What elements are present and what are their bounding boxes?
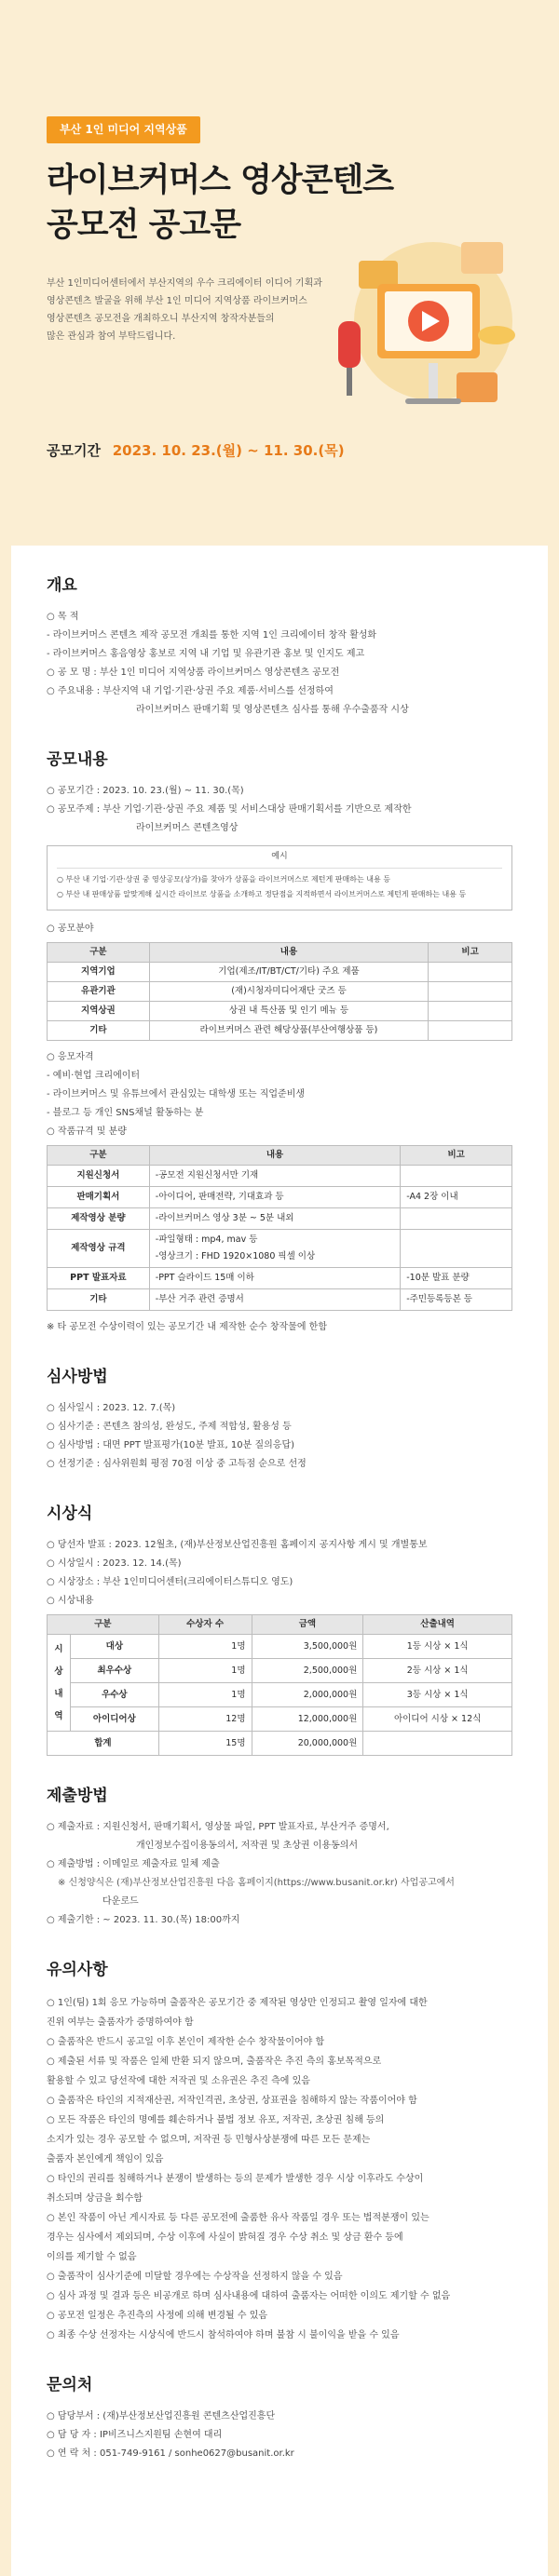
text-line: ○ 시상내용 [47,1596,94,1607]
text-line: ○ 주요내용 : 부산지역 내 기업·기관·상권 주요 제품·서비스를 선정하여 [47,686,334,697]
intro-line: 영상콘텐츠 공모전을 개최하오니 부산지역 창작자분들의 [47,314,275,324]
table-cell: 제작영상 분량 [48,1207,150,1229]
table-header: 구분 [48,1145,150,1165]
table-cell: 20,000,000원 [252,1732,363,1756]
table-cell: 지역기업 [48,962,150,981]
note-line: ※ 타 공모전 수상이력이 있는 공모기간 내 제작한 순수 창작물에 한함 [47,1321,327,1332]
table-header: 구분 [48,942,150,962]
section-contact [47,2373,512,2463]
table-cell [429,962,512,981]
example-box [47,845,512,910]
text-line: ○ 최종 수상 선정자는 시상식에 반드시 참석하여야 하며 불참 시 불이익을 받을 수 있음 [47,2329,400,2340]
table-row [48,1186,512,1207]
table-row [48,1020,512,1040]
text-line: ○ 심사방법 : 대면 PPT 발표평가(10분 발표, 10분 질의응답) [47,1439,295,1450]
table-cell: (재)시청자미디어재단 굿즈 등 [149,981,428,1001]
text-line: 라이브커머스 콘텐츠영상 [136,823,239,834]
text-line: - 라이브커머스 및 유튜브에서 관심있는 대학생 또는 직업준비생 [47,1088,306,1099]
text-line: 라이브커머스 판매기획 및 영상콘텐츠 심사를 통해 우수출품작 시상 [136,705,409,716]
table-cell [429,981,512,1001]
table-cell: -10분 발표 분량 [401,1267,512,1288]
contest-period [47,439,345,462]
text-line: 경우는 심사에서 제외되며, 수상 이후에 사실이 밝혀질 경우 수상 취소 및 상금 환수 등에 [47,2232,403,2243]
text-line: ○ 작품규격 및 분량 [47,1126,127,1137]
table-cell: 3등 시상 × 1식 [363,1683,512,1707]
table-cell: 1명 [158,1683,252,1707]
text-line: - 예비·현업 크리에이터 [47,1070,141,1081]
text-line: - 블로그 등 개인 SNS채널 활동하는 분 [47,1107,204,1118]
table-cell: 라이브커머스 관련 해당상품(부산여행상품 등) [149,1020,428,1040]
section-title: 제출방법 [47,1787,108,1806]
table-cell: -공모전 지원신청서만 기재 [149,1165,400,1186]
table-header: 금액 [252,1615,363,1635]
text-line: ○ 담당부서 : (재)부산정보산업진흥원 콘텐츠산업진흥단 [47,2410,276,2421]
section-title: 시상식 [47,1504,93,1523]
table-cell: 우수상 [70,1683,158,1707]
text-line: ○ 시상일시 : 2023. 12. 14.(목) [47,1558,182,1570]
text-line: ○ 공모전 일정은 추진측의 사정에 의해 변경될 수 있음 [47,2310,268,2321]
section-review [47,1365,512,1474]
table-row [48,1207,512,1229]
period-label: 공모기간 [47,442,101,459]
table-cell: 3,500,000원 [252,1635,363,1659]
award-table [47,1614,512,1756]
table-cell: 1명 [158,1659,252,1683]
section-contest [47,748,512,1337]
section-submit [47,1784,512,1930]
spec-table [47,1145,512,1311]
text-line: ○ 공모분야 [47,923,94,934]
text-line: 취소되며 상금을 회수함 [47,2192,143,2204]
note-line: 다운로드 [102,1896,139,1908]
table-cell: -아이디어, 판매전략, 기대효과 등 [149,1186,400,1207]
table-cell: 상권 내 특산품 및 인기 메뉴 등 [149,1001,428,1020]
text-line: 출품자 본인에게 책임이 있음 [47,2153,164,2165]
table-cell: 아이디어상 [70,1707,158,1732]
table-cell: 기업(제조/IT/BT/CT/기타) 주요 제품 [149,962,428,981]
table-cell: 2등 시상 × 1식 [363,1659,512,1683]
table-cell: 아이디어 시상 × 12식 [363,1707,512,1732]
text-line: ○ 목 적 [47,612,79,623]
text-line: ○ 제출기한 : ~ 2023. 11. 30.(목) 18:00까지 [47,1915,240,1926]
title-line-2: 공모전 공고문 [47,207,241,244]
table-row [48,1659,512,1683]
table-cell [429,1001,512,1020]
table-cell: PPT 발표자료 [48,1267,150,1288]
table-cell: 1명 [158,1635,252,1659]
table-cell [429,1020,512,1040]
section-caution [47,1958,512,2344]
table-header: 비고 [429,942,512,962]
table-cell [401,1165,512,1186]
text-line: ○ 심사 과정 및 결과 등은 비공개로 하며 심사내용에 대하여 출품자는 어떠한 이의도 제기할 수 없음 [47,2290,451,2301]
table-cell [401,1229,512,1267]
table-row [48,981,512,1001]
table-cell: -주민등록등본 등 [401,1288,512,1310]
table-cell: 기타 [48,1020,150,1040]
table-cell: 제작영상 규격 [48,1229,150,1267]
text-line: 진위 여부는 출품자가 증명하여야 함 [47,2016,194,2028]
title-line-1: 라이브커머스 영상콘텐츠 [47,162,394,199]
text-line: ○ 담 당 자 : IP비즈니스지원팀 손현여 대리 [47,2429,223,2440]
table-cell: 12명 [158,1707,252,1732]
intro-line: 부산 1인미디어센터에서 부산지역의 우수 크리에이터 이디어 기획과 [47,278,322,289]
note-line: ※ 신청양식은 (재)부산정보산업진흥원 다음 홈페이지(https://www.busanit.or.kr) 사업공고에서 [58,1878,455,1889]
text-line: - 라이브커머스 홍음영상 홍보로 지역 내 기업 및 유관기관 홍보 및 인지도 제고 [47,649,365,660]
section-title: 유의사항 [47,1961,108,1980]
text-line: ○ 선정기준 : 심사위원회 평점 70점 이상 중 고득점 순으로 선정 [47,1458,307,1469]
table-row [48,962,512,981]
intro-line: 많은 관심과 참여 부탁드립니다. [47,331,176,342]
text-line: ○ 본인 작품이 아닌 게시자료 등 다른 공모전에 출품한 유사 작품일 경우 또는 법적분쟁이 있는 [47,2212,429,2223]
text-line: ○ 모든 작품은 타인의 명예를 훼손하거나 불법 정보 유포, 저작권, 초상권 침해 등의 [47,2114,385,2125]
text-line: ○ 제출방법 : 이메일로 제출자료 일체 제출 [47,1859,220,1870]
table-cell: 2,000,000원 [252,1683,363,1707]
table-cell: 기타 [48,1288,150,1310]
table-total-row [48,1732,512,1756]
example-title: 예시 [57,846,502,868]
text-line: ○ 제출자료 : 지원신청서, 판매기획서, 영상물 파일, PPT 발표자료, 부산거주 증명서, [47,1822,389,1833]
table-header: 수상자 수 [158,1615,252,1635]
text-line: ○ 시상장소 : 부산 1인미디어센터(크리에이터스튜디오 영도) [47,1577,293,1588]
text-line: ○ 당선자 발표 : 2023. 12월초, (재)부산정보산업진흥원 홈페이지 공지사항 게시 및 개별통보 [47,1540,428,1551]
table-row [48,1635,512,1659]
text-line: - 라이브커머스 콘텐츠 제작 공모전 개최를 통한 지역 1인 크리에이터 창작 활성화 [47,630,377,641]
table-header: 내용 [149,1145,400,1165]
text-line: ○ 공모주제 : 부산 기업·기관·상권 주요 제품 및 서비스대상 판매기획서를 기반으로 제작한 [47,804,412,816]
hero-banner [0,0,559,507]
table-row [48,1707,512,1732]
content-card [11,546,548,2576]
live-commerce-illustration [321,233,526,419]
section-title: 문의처 [47,2375,93,2394]
contact-line: ○ 연 락 처 : 051-749-9161 / sonhe0627@busanit.or.kr [47,2448,294,2459]
table-row [48,1683,512,1707]
table-row [48,1001,512,1020]
table-row [48,1288,512,1310]
text-line: ○ 심사일시 : 2023. 12. 7.(목) [47,1402,176,1413]
table-row [48,1165,512,1186]
section-title: 심사방법 [47,1367,108,1386]
table-row [48,1229,512,1267]
table-cell: 판매기획서 [48,1186,150,1207]
text-line: ○ 출품작이 심사기준에 미달할 경우에는 수상작을 선정하지 않을 수 있음 [47,2271,343,2282]
table-header: 내용 [149,942,428,962]
table-cell: 1등 시상 × 1식 [363,1635,512,1659]
text-line: 개인정보수집이용동의서, 저작권 및 초상권 이용동의서 [136,1841,359,1852]
text-line: ○ 1인(팀) 1회 응모 가능하며 출품작은 공모기간 중 제작된 영상만 인정되고 촬영 일자에 대한 [47,1997,428,2008]
table-cell: -A4 2장 이내 [401,1186,512,1207]
table-cell [401,1207,512,1229]
section-title: 공모내용 [47,750,108,770]
text-line: ○ 출품작은 반드시 공고일 이후 본인이 제작한 순수 창작물이어야 함 [47,2036,325,2047]
table-header: 구분 [48,1615,159,1635]
table-cell [363,1732,512,1756]
intro-text [47,275,326,345]
section-award [47,1502,512,1756]
table-cell: 대상 [70,1635,158,1659]
text-line: 소지가 있는 경우 공모할 수 없으며, 저작권 등 민형사상분쟁에 따른 모든 문제는 [47,2134,371,2145]
example-line: ○ 부산 내 기업·기관·상권 중 영상공모(상가)를 찾아가 상품을 라이브커머스로 제턴게 판매하는 내용 등 [57,874,390,883]
section-title: 개요 [47,576,77,595]
table-cell: -부산 거주 관련 증명서 [149,1288,400,1310]
table-cell: 합계 [48,1732,159,1756]
table-row [48,1267,512,1288]
table-header: 비고 [401,1145,512,1165]
table-cell: 12,000,000원 [252,1707,363,1732]
table-cell: -파일형태 : mp4, mav 등 -영상크기 : FHD 1920×1080 픽셀 이상 [149,1229,400,1267]
example-line: ○ 부산 내 판매상품 알맞게해 실시간 라이브로 상품을 소개하고 정단점을 지적하면서 라이브커머스로 제턴게 판매하는 내용 등 [57,889,467,898]
text-line: 활용할 수 있고 당선작에 대한 저작권 및 소유권은 추진 측에 있음 [47,2075,310,2086]
table-cell: 2,500,000원 [252,1659,363,1683]
category-tag: 부산 1인 미디어 지역상품 [47,116,200,143]
award-side-label: 시상내역 [48,1635,71,1732]
table-cell: -라이브커머스 영상 3분 ~ 5분 내외 [149,1207,400,1229]
table-cell: 지원신청서 [48,1165,150,1186]
table-cell: -PPT 슬라이드 15매 이하 [149,1267,400,1288]
table-cell: 유관기관 [48,981,150,1001]
text-line: 이의를 제기할 수 없음 [47,2251,137,2262]
table-cell: 최우수상 [70,1659,158,1683]
field-table [47,942,512,1041]
text-line: ○ 제출된 서류 및 작품은 일체 반환 되지 않으며, 출품작은 추진 측의 홍보목적으로 [47,2056,382,2067]
table-cell: 지역상권 [48,1001,150,1020]
text-line: ○ 응모자격 [47,1051,94,1062]
section-overview [47,573,512,720]
text-line: ○ 공 모 명 : 부산 1인 미디어 지역상품 라이브커머스 영상콘텐츠 공모전 [47,668,340,679]
text-line: ○ 출품작은 타인의 지적재산권, 저작인격권, 초상권, 상표권을 침해하지 않는 작품이어야 함 [47,2095,417,2106]
text-line: ○ 타인의 권리를 침해하거나 분쟁이 발생하는 등의 문제가 발생한 경우 시상 이후라도 수상이 [47,2173,424,2184]
table-header: 산출내역 [363,1615,512,1635]
intro-line: 영상콘텐츠 발굴을 위해 부산 1인 미디어 지역상품 라이브커머스 [47,296,307,306]
table-cell: 15명 [158,1732,252,1756]
period-value: 2023. 10. 23.(월) ~ 11. 30.(목) [112,442,345,459]
text-line: ○ 심사기준 : 콘텐츠 참의성, 완성도, 주제 적합성, 활용성 등 [47,1421,292,1432]
text-line: ○ 공모기간 : 2023. 10. 23.(월) ~ 11. 30.(목) [47,786,244,797]
